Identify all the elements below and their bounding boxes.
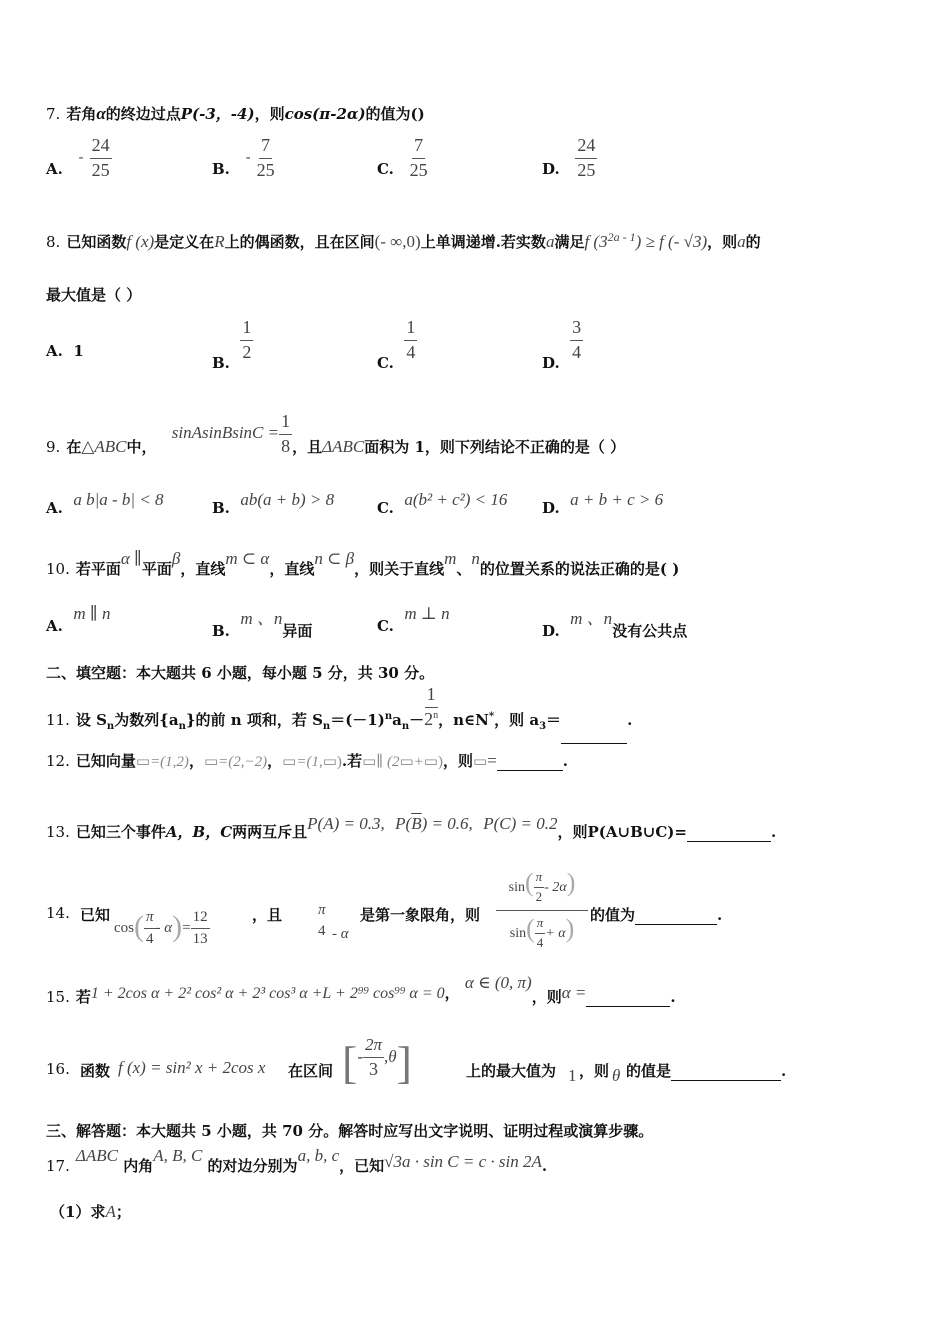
fraction: $\frac{\pi}{4}$ [536,915,544,950]
question-8-line2: 最大值是（ ） [46,286,142,304]
q10-option-a[interactable]: A. m ∥ n [46,604,111,635]
q9-option-d[interactable]: D. a + b + c > 6 [542,490,664,517]
answer-blank[interactable] [561,729,627,744]
answer-blank[interactable] [687,827,771,842]
answer-blank[interactable] [497,756,563,771]
question-17: 17.ΔABC 内角A, B, C 的对边分别为a, b, c，已知√3a · sin C = c · sin 2A. [46,1146,548,1175]
question-8: 8. 已知函数f (x)是定义在R上的偶函数，且在区间(- ∞,0)上单调递增.若实数a满足f $(3^{2a - 1}) \ge f$ (- √3)，则a的 [46,230,761,251]
fraction: $\frac{1}{2^n}$ [424,684,439,729]
fraction: $\frac{7}{25}$ [409,135,428,180]
section-2-heading: 二、填空题：本大题共 6 小题，每小题 5 分，共 30 分。 [46,664,435,682]
q9-option-a[interactable]: A. a b|a - b| < 8 [46,490,164,517]
answer-blank[interactable] [635,910,717,925]
question-10: 10. 若平面α ∥平面β，直线m ⊂ α，直线n ⊂ β，则关于直线m、n的位置关系的说法正确的是( ) [46,549,680,578]
fraction: $\frac{1}{2}$ [242,317,252,362]
question-7: 7. 若角α的终边过点P(-3，-4)，则cos(π-2α)的值为() [46,104,425,123]
question-12: 12. 已知向量▭=(1,2)，▭=(2,−2)，▭=(1,▭).若▭∥ (2▭+▭)，则▭= . [46,751,568,770]
question-13: 13. 已知三个事件A，B，C两两互斥且P(A) = 0.3, $P(\overline{B}) = 0.6$, P(C) = 0.2，则P(A∪B∪C)= . [46,814,777,841]
q8-option-b[interactable]: B. $\frac{1}{2}$ [212,317,252,373]
fraction: $\frac{24}{25}$ [577,135,596,180]
q10-option-c[interactable]: C. m ⊥ n [377,604,450,635]
fraction: $\frac{2\pi}{3}$ [365,1035,383,1079]
answer-blank[interactable] [586,992,670,1007]
fraction: $\frac{\pi}{2}$ [535,869,543,904]
fraction: $\frac{\pi}{4}$ [146,909,154,947]
q9-option-c[interactable]: C. a(b² + c²) < 16 [377,490,508,517]
fraction: $\frac{3}{4}$ [572,317,582,362]
question-15: 15. 若1 + 2cos α + 2² cos² α + 2³ cos³ α +L + 2⁹⁹ cos⁹⁹ α = 0， α ∈ (0, π)，则α = . [46,973,676,1006]
fraction: $\frac{1}{4}$ [406,317,416,362]
q8-option-a[interactable]: A. 1 [46,342,84,360]
q8-option-d[interactable]: D. $\frac{3}{4}$ [542,317,582,373]
answer-blank[interactable] [671,1066,781,1081]
section-3-heading: 三、解答题：本大题共 5 小题，共 70 分。解答时应写出文字说明、证明过程或演算步骤。 [46,1122,654,1140]
fraction: $\frac{12}{13}$ [192,909,208,947]
fraction: $\frac{7}{25}$ [256,135,275,180]
q10-option-d[interactable]: D. m 、n没有公共点 [542,609,688,640]
question-11: 11. 设 $S_n$为数列$\{a_n\}$的前 n 项和，若 $S_n=(-1)^na_n-$ $\frac{1}{2^n}$ ，n∈N*，则 $a_3=$ . [46,685,632,730]
q7-option-a[interactable]: A. - $\frac{24}{25}$ [46,135,110,180]
fraction: π 4 [318,902,326,939]
q7-option-d[interactable]: D. $\frac{24}{25}$ [542,135,596,180]
q10-option-b[interactable]: B. m 、n异面 [212,609,313,640]
question-9: 9. 在△ABC中， sinAsinBsinC = $\frac{1}{8}$ ，且ΔABC面积为 1，则下列结论不正确的是（ ） [46,411,626,457]
q9-option-b[interactable]: B. ab(a + b) > 8 [212,490,335,517]
fraction: $\frac{24}{25}$ [91,135,110,180]
question-17-part-1: （1）求A； [50,1202,131,1221]
q8-option-c[interactable]: C. $\frac{1}{4}$ [377,317,416,373]
q7-option-b[interactable]: B. - $\frac{7}{25}$ [212,135,275,180]
q7-option-c[interactable]: C. $\frac{7}{25}$ [377,135,428,180]
fraction: $\frac{1}{8}$ [281,411,291,456]
